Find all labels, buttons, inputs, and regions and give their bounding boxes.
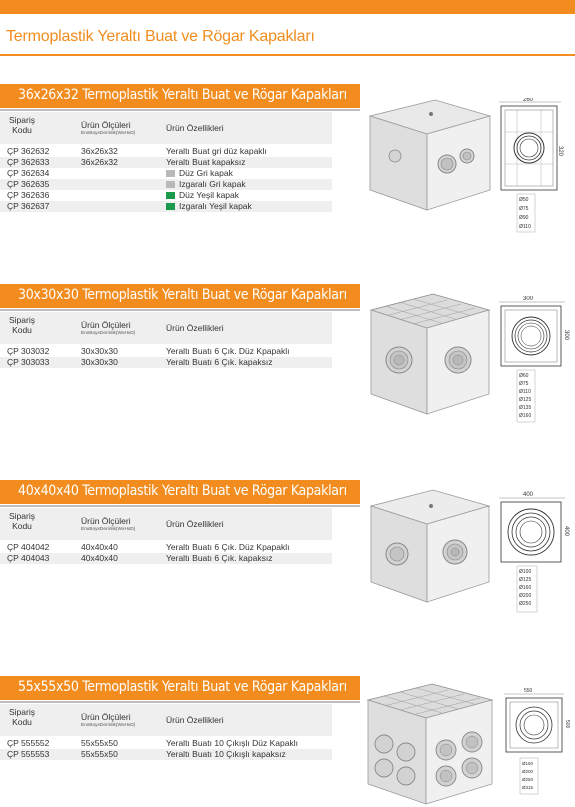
table-row: ÇP 404043 40x40x40 Yeraltı Buatı 6 Çık. kapaksız bbox=[0, 553, 332, 564]
table-header bbox=[0, 312, 332, 344]
table-header bbox=[0, 704, 332, 736]
column-header-dimensions: Ürün Ölçüleri bbox=[81, 120, 131, 130]
height-dimension-label: 320 bbox=[557, 146, 563, 157]
technical-drawing bbox=[500, 688, 572, 806]
column-header-dimensions-sub: EnxBoyxDerinlik(WxHxD) bbox=[81, 527, 136, 532]
product-table-rows bbox=[0, 738, 332, 760]
diameter-label: Ø60 bbox=[519, 373, 529, 379]
technical-drawing bbox=[495, 490, 571, 616]
diameter-label: Ø200 bbox=[522, 769, 534, 774]
column-header-features: Ürün Özellikleri bbox=[166, 715, 224, 725]
title-divider bbox=[0, 54, 575, 56]
column-header-dimensions: Ürün Ölçüleri bbox=[81, 712, 131, 722]
color-swatch bbox=[166, 181, 175, 188]
top-accent-bar bbox=[0, 0, 575, 14]
product-table-rows bbox=[0, 346, 332, 368]
diameter-label: Ø50 bbox=[519, 197, 529, 203]
product-photo-box bbox=[365, 290, 495, 418]
table-row: ÇP 362633 36x26x32 Yeraltı Buat kapaksız bbox=[0, 157, 332, 168]
diameter-label: Ø200 bbox=[519, 593, 532, 599]
column-header-features: Ürün Özellikleri bbox=[166, 123, 224, 133]
height-dimension-label: 300 bbox=[563, 330, 569, 341]
technical-drawing bbox=[495, 98, 567, 248]
product-table-rows bbox=[0, 146, 332, 212]
product-photo-box bbox=[365, 486, 495, 606]
product-section bbox=[0, 284, 575, 434]
column-header-dimensions-sub: EnxBoyxDerinlik(WxHxD) bbox=[81, 131, 136, 136]
column-header-code: Sipariş Kodu bbox=[9, 115, 35, 135]
column-header-dimensions-sub: EnxBoyxDerinlik(WxHxD) bbox=[81, 331, 136, 336]
table-row: ÇP 362632 36x26x32 Yeraltı Buat gri düz kapaklı bbox=[7, 146, 267, 156]
color-swatch bbox=[166, 203, 175, 210]
column-header-dimensions: Ürün Ölçüleri bbox=[81, 516, 131, 526]
table-row: ÇP 404042 40x40x40 Yeraltı Buatı 6 Çık. Düz Kpapaklı bbox=[7, 542, 290, 552]
section-header-band bbox=[0, 84, 360, 108]
width-dimension-label: 300 bbox=[523, 296, 534, 302]
diameter-label: Ø250 bbox=[522, 777, 534, 782]
product-section bbox=[0, 480, 575, 630]
table-row: ÇP 362636 Düz Yeşil kapak bbox=[7, 190, 240, 200]
width-dimension-label: 400 bbox=[523, 492, 534, 498]
section-title: 36x26x32 Termoplastik Yeraltı Buat ve Rögar Kapakları bbox=[18, 87, 347, 103]
diameter-label: Ø90 bbox=[519, 215, 529, 221]
technical-drawing bbox=[495, 296, 571, 426]
diameter-label: Ø160 bbox=[519, 413, 532, 419]
section-header-band bbox=[0, 676, 360, 700]
table-row: ÇP 362634 Düz Gri kapak bbox=[7, 168, 233, 178]
page-title: Termoplastik Yeraltı Buat ve Rögar Kapakları bbox=[6, 28, 315, 45]
diameter-label: Ø160 bbox=[522, 761, 534, 766]
width-dimension-label: 260 bbox=[523, 98, 534, 103]
diameter-label: Ø75 bbox=[519, 206, 529, 212]
table-row: ÇP 303033 30x30x30 Yeraltı Buatı 6 Çık. kapaksız bbox=[0, 357, 332, 368]
product-section bbox=[0, 84, 575, 254]
diameter-label: Ø125 bbox=[519, 397, 532, 403]
table-header bbox=[0, 112, 332, 144]
table-row: ÇP 555553 55x55x50 Yeraltı Buatı 10 Çıkışlı kapaksız bbox=[0, 749, 332, 760]
table-row: ÇP 362635 Izgaralı Gri kapak bbox=[0, 179, 332, 190]
column-header-code: Sipariş Kodu bbox=[9, 707, 35, 727]
color-swatch bbox=[166, 192, 175, 199]
column-header-features: Ürün Özellikleri bbox=[166, 323, 224, 333]
column-header-features: Ürün Özellikleri bbox=[166, 519, 224, 529]
section-title: 30x30x30 Termoplastik Yeraltı Buat ve Rögar Kapakları bbox=[18, 287, 347, 303]
diameter-label: Ø125 bbox=[519, 577, 532, 583]
product-table-rows bbox=[0, 542, 332, 564]
column-header-dimensions: Ürün Ölçüleri bbox=[81, 320, 131, 330]
product-photo-box bbox=[365, 94, 495, 212]
table-row: ÇP 362637 Izgaralı Yeşil kapak bbox=[0, 201, 332, 212]
section-header-band bbox=[0, 480, 360, 504]
section-title: 40x40x40 Termoplastik Yeraltı Buat ve Rögar Kapakları bbox=[18, 483, 347, 499]
column-header-code: Sipariş Kodu bbox=[9, 315, 35, 335]
diameter-label: Ø75 bbox=[519, 381, 529, 387]
section-header-band bbox=[0, 284, 360, 308]
column-header-code: Sipariş Kodu bbox=[9, 511, 35, 531]
table-row: ÇP 555552 55x55x50 Yeraltı Buatı 10 Çıkışlı Düz Kapaklı bbox=[7, 738, 298, 748]
width-dimension-label: 550 bbox=[524, 688, 533, 694]
diameter-label: Ø160 bbox=[519, 585, 532, 591]
height-dimension-label: 400 bbox=[563, 526, 569, 537]
table-header bbox=[0, 508, 332, 540]
diameter-label: Ø110 bbox=[519, 389, 531, 395]
diameter-label: Ø135 bbox=[519, 405, 532, 411]
diameter-label: Ø250 bbox=[519, 601, 532, 607]
height-dimension-label: 500 bbox=[564, 720, 570, 729]
product-photo-box bbox=[362, 680, 498, 806]
diameter-label: Ø315 bbox=[522, 785, 534, 790]
column-header-dimensions-sub: EnxBoyxDerinlik(WxHxD) bbox=[81, 723, 136, 728]
color-swatch bbox=[166, 170, 175, 177]
product-section bbox=[0, 676, 575, 807]
table-row: ÇP 303032 30x30x30 Yeraltı Buatı 6 Çık. Düz Kpapaklı bbox=[7, 346, 290, 356]
diameter-label: Ø110 bbox=[519, 224, 531, 230]
diameter-label: Ø100 bbox=[519, 569, 532, 575]
section-title: 55x55x50 Termoplastik Yeraltı Buat ve Rögar Kapakları bbox=[18, 679, 347, 695]
